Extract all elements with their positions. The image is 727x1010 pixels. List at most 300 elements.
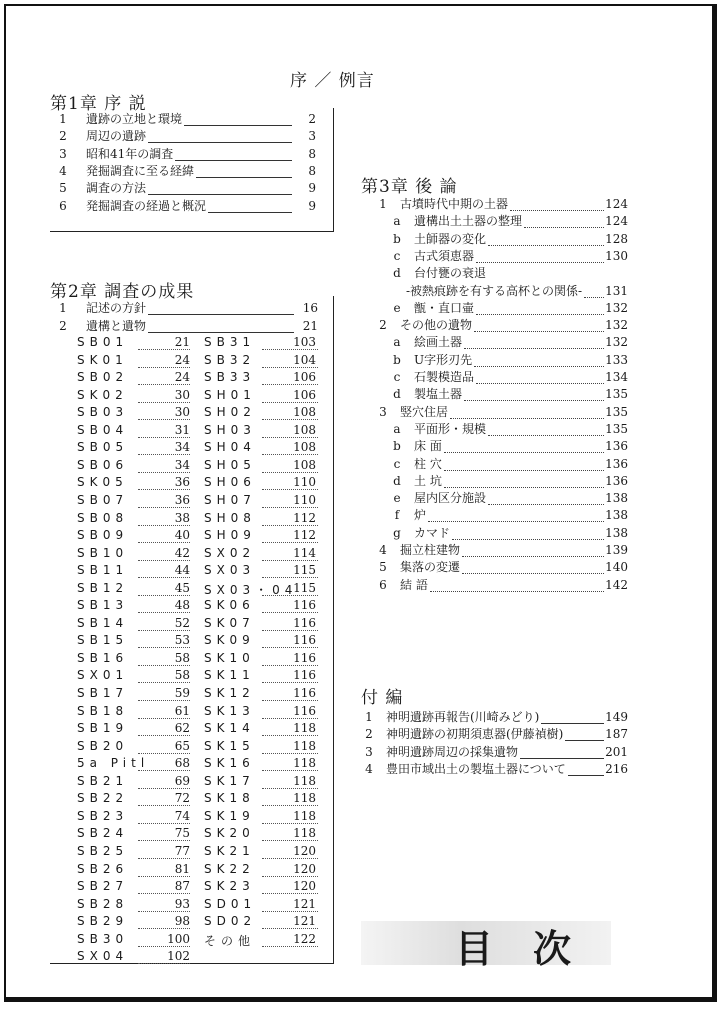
feature-leader [262,577,318,578]
feature-leader [262,489,318,490]
feature-page: 53 [174,633,190,648]
entry-leader [476,262,604,263]
feature-leader [138,911,190,912]
feature-code: SB26 [77,861,129,876]
entry-number: 3 [379,404,387,419]
feature-code: SB12 [77,580,129,595]
entry-label: 結 語 [400,577,428,592]
feature-page: 68 [174,756,190,771]
feature-page: 108 [293,440,316,455]
feature-page: 115 [293,580,316,595]
entry-leader [488,504,604,505]
entry-number: d [393,266,401,281]
feature-code: SK02 [77,387,128,402]
entry-leader [196,177,292,178]
feature-page: 103 [293,335,316,349]
feature-leader [262,472,318,473]
feature-leader [138,788,190,789]
toc-entry [362,334,628,351]
entry-page: 135 [605,387,628,402]
toc-entry [56,163,316,180]
entry-label: 遺構と遺物 [86,318,147,333]
toc-entry [56,180,316,197]
feature-leader [138,489,190,490]
entry-page: 139 [605,543,628,557]
entry-number: f [394,508,400,523]
feature-code: SB11 [77,563,129,578]
feature-page: 30 [174,405,190,420]
feature-code: SB30 [77,931,129,946]
entry-label: 遺構出土土器の整理 [414,214,523,229]
feature-page: 102 [167,949,190,964]
toc-entry [362,265,628,282]
entry-page: 136 [605,456,628,471]
entry-number: e [393,300,401,315]
entry-leader [428,521,604,522]
feature-code: 5a Pitl [77,756,150,771]
feature-page: 77 [174,843,190,858]
entry-page: 187 [605,727,628,742]
feature-code: SB03 [77,405,129,420]
feature-code: SB28 [77,896,129,911]
entry-leader [444,452,604,453]
feature-page: 93 [174,896,190,911]
feature-page: 121 [293,914,316,929]
feature-code: SB15 [77,633,129,648]
chapter3-title: 第3章 後 論 [361,177,458,197]
entry-number: 1 [379,197,387,211]
entry-number: b [393,352,401,367]
entry-number: c [393,248,401,263]
feature-page: 30 [174,387,190,402]
entry-number: 2 [365,727,373,742]
toc-entry [362,456,628,473]
toc-entry [362,300,628,317]
feature-code: SK09 [204,633,255,648]
entry-leader [541,723,604,724]
entry-leader [474,331,604,332]
feature-page: 58 [174,668,190,683]
feature-page: 120 [293,861,316,876]
feature-leader [138,595,190,596]
entry-label: その他の遺物 [400,318,473,333]
feature-code: SB21 [77,773,129,788]
feature-leader [138,770,190,771]
feature-code: SB32 [204,352,256,367]
entry-leader [148,314,294,315]
feature-leader [262,525,318,526]
feature-leader [262,700,318,701]
entry-page: 2 [308,112,316,126]
entry-leader [462,573,604,574]
feature-leader [138,560,190,561]
toc-entry [362,577,628,594]
entry-leader [444,470,604,471]
feature-page: 114 [293,545,316,560]
entry-leader [148,142,292,143]
feature-page: 48 [174,598,190,613]
feature-leader [138,928,190,929]
feature-page: 34 [174,440,190,455]
feature-page: 24 [174,370,190,385]
entry-number: d [393,387,401,402]
feature-leader [138,367,190,368]
feature-leader [262,384,318,385]
entry-number: 1 [59,112,67,126]
entry-label: 屋内区分施設 [414,491,487,506]
feature-code: SH02 [204,405,256,420]
feature-leader [138,507,190,508]
entry-page: 136 [605,473,628,488]
entry-leader [476,383,604,384]
feature-leader [138,946,190,947]
feature-code: SB04 [77,422,129,437]
entry-label: 掘立柱建物 [400,543,461,557]
feature-leader [138,630,190,631]
feature-page: 69 [174,773,190,788]
feature-page: 52 [174,615,190,630]
entry-leader [175,160,292,161]
feature-leader [262,753,318,754]
entry-leader [565,740,604,741]
feature-page: 110 [293,492,316,507]
feature-code: その他 [204,933,256,948]
entry-page: 201 [605,744,628,759]
feature-code: SB20 [77,738,129,753]
feature-code: SH06 [204,475,256,490]
entry-label: 発掘調査に至る経緯 [86,163,195,178]
entry-page: 131 [605,283,628,298]
feature-page: 112 [293,528,316,543]
toc-entry [362,248,628,265]
entry-number: 2 [59,129,67,144]
toc-entry [362,726,628,743]
feature-leader [138,419,190,420]
feature-code: SH07 [204,492,256,507]
feature-leader [138,963,190,964]
feature-leader [138,472,190,473]
entry-page: 216 [605,761,628,776]
entry-label: 台付甕の衰退 [414,266,487,281]
feature-leader [138,665,190,666]
entry-label: 豊田市域出土の製塩土器について [386,761,566,776]
entry-label: 遺跡の立地と環境 [86,112,183,126]
feature-code: SH05 [204,457,256,472]
entry-label: 絵画土器 [414,335,463,350]
feature-page: 112 [293,510,316,525]
toc-entry [362,761,628,778]
feature-code: SK23 [204,879,255,894]
toc-entry [362,404,628,421]
feature-leader [262,823,318,824]
feature-leader [138,753,190,754]
toc-entry [56,146,316,163]
feature-code: SB02 [77,370,129,385]
entry-page: 142 [605,577,628,592]
feature-leader [138,349,190,350]
feature-code: SX03・04 [204,582,298,597]
entry-label: 神明遺跡の初期須恵器(伊藤禎樹) [386,727,564,742]
feature-code: SK17 [204,773,255,788]
feature-page: 120 [293,879,316,894]
feature-leader [138,858,190,859]
entry-page: 134 [605,370,628,384]
feature-code: SB18 [77,703,129,718]
feature-code: SH03 [204,422,256,437]
feature-leader [262,682,318,683]
toc-entry [362,473,628,490]
feature-page: 81 [174,861,190,876]
feature-code: SK15 [204,738,255,753]
feature-code: SK05 [77,475,128,490]
feature-page: 108 [293,405,316,420]
toc-entry [362,559,628,576]
feature-page: 65 [174,738,190,753]
entry-label: 集落の変遷 [400,560,461,575]
entry-page: 8 [308,146,316,161]
feature-leader [262,718,318,719]
entry-leader [568,775,604,776]
feature-leader [262,454,318,455]
feature-page: 31 [174,422,190,437]
feature-code: SK07 [204,615,255,630]
entry-number: c [393,456,401,471]
feature-code: SK18 [204,791,255,806]
entry-number: g [393,525,401,540]
feature-page: 116 [293,703,316,718]
feature-page: 44 [174,563,190,578]
feature-code: SB27 [77,879,129,894]
toc-entry [362,709,628,726]
entry-page: 3 [308,129,316,144]
entry-leader [148,194,292,195]
toc-entry [362,283,628,300]
feature-page: 116 [293,650,316,665]
toc-entry [362,421,628,438]
feature-page: 75 [174,826,190,841]
toc-entry [56,128,316,145]
feature-leader [262,665,318,666]
entry-page: 133 [605,352,628,367]
entry-label: 神明遺跡再報告(川崎みどり) [386,710,540,724]
feature-leader [262,858,318,859]
toc-entry [362,542,628,559]
feature-page: 74 [174,808,190,823]
feature-page: 58 [174,650,190,665]
feature-leader [262,595,318,596]
feature-leader [262,402,318,403]
feature-code: SB07 [77,492,129,507]
feature-code: SB16 [77,650,129,665]
entry-number: b [393,231,401,246]
feature-page: 118 [293,738,316,753]
entry-page: 9 [308,198,316,213]
toc-entry [56,111,316,128]
entry-number: 3 [365,744,373,759]
feature-code: SB29 [77,914,129,929]
feature-page: 118 [293,773,316,788]
feature-code: SB10 [77,545,129,560]
entry-number: 6 [379,577,387,592]
entry-number: a [393,335,401,350]
feature-leader [262,911,318,912]
entry-leader [148,332,294,333]
entry-number: 4 [365,761,373,776]
chapter2-title: 第2章 調査の成果 [50,282,195,302]
entry-leader [474,366,604,367]
feature-code: SK10 [204,650,255,665]
feature-code: SK20 [204,826,255,841]
feature-page: 118 [293,756,316,771]
feature-leader [262,647,318,648]
feature-code: SB19 [77,721,129,736]
appendix-title: 付 編 [361,688,404,708]
feature-leader [138,735,190,736]
feature-code: SD01 [204,896,257,911]
entry-label: カマド [414,525,451,540]
entry-label: 製塩土器 [414,387,463,402]
feature-code: SX01 [77,668,129,683]
feature-code: SB08 [77,510,129,525]
feature-page: 34 [174,457,190,472]
feature-leader [138,718,190,719]
feature-page: 121 [293,896,316,911]
feature-leader [262,893,318,894]
entry-number: 1 [59,301,67,315]
feature-code: SB31 [204,335,256,349]
entry-page: 140 [605,560,628,575]
feature-leader [262,367,318,368]
entry-leader [452,539,604,540]
feature-code: SB22 [77,791,129,806]
toc-entry [362,386,628,403]
entry-page: 132 [605,318,628,333]
entry-number: 6 [59,198,67,213]
feature-leader [138,840,190,841]
feature-leader [138,542,190,543]
feature-leader [138,823,190,824]
entry-leader [450,418,604,419]
feature-leader [138,893,190,894]
feature-page: 87 [174,879,190,894]
entry-page: 8 [308,163,316,178]
entry-label: 土 坑 [414,473,442,488]
toc-entry [362,507,628,524]
feature-leader [138,805,190,806]
feature-code: SD02 [204,914,257,929]
feature-page: 36 [174,492,190,507]
entry-page: 124 [605,197,628,211]
feature-page: 115 [293,563,316,578]
toc-entry [362,352,628,369]
entry-number: e [393,491,401,506]
feature-leader [262,805,318,806]
entry-page: 149 [605,710,628,724]
entry-page: 16 [302,301,318,315]
entry-number: 2 [379,318,387,333]
feature-page: 120 [293,843,316,858]
feature-page: 42 [174,545,190,560]
entry-label: 発掘調査の経過と概況 [86,198,207,213]
toc-entry [362,490,628,507]
feature-code: SK22 [204,861,255,876]
feature-page: 21 [174,335,190,349]
entry-leader [520,758,604,759]
entry-page: 135 [605,421,628,436]
feature-page: 108 [293,457,316,472]
entry-label: 調査の方法 [86,181,147,196]
toc-entry [362,438,628,455]
entry-page: 136 [605,439,628,454]
entry-leader [488,245,604,246]
entry-number: a [393,214,401,229]
feature-leader [138,876,190,877]
feature-leader [262,437,318,438]
feature-leader [262,542,318,543]
feature-code: SX04 [77,949,129,964]
feature-page: 72 [174,791,190,806]
feature-leader [262,507,318,508]
entry-page: 135 [605,404,628,419]
feature-code: SK21 [204,843,255,858]
entry-page: 128 [605,231,628,246]
feature-leader [138,700,190,701]
feature-leader [262,419,318,420]
entry-leader [444,487,604,488]
feature-code: SB23 [77,808,129,823]
feature-page: 100 [167,931,190,946]
entry-page: 132 [605,335,628,350]
entry-leader [430,591,604,592]
feature-code: SB25 [77,843,129,858]
entry-label: 竪穴住居 [400,404,449,419]
feature-page: 110 [293,475,316,490]
toc-entry [362,369,628,386]
preface-heading: 序 ／ 例言 [290,71,375,91]
feature-leader [138,647,190,648]
feature-page: 106 [293,387,316,402]
feature-page: 116 [293,615,316,630]
toc-entry [362,196,628,213]
entry-label: 床 面 [414,439,442,454]
toc-entry [56,318,318,335]
entry-leader [464,400,604,401]
toc-entry [362,525,628,542]
feature-page: 118 [293,826,316,841]
feature-leader [138,682,190,683]
feature-leader [262,788,318,789]
entry-label: 周辺の遺跡 [86,129,147,144]
entry-label: 柱 穴 [414,456,442,471]
entry-label: 炉 [414,508,427,523]
entry-number: 3 [59,146,67,161]
mokuji-title: 目次 [455,927,612,971]
chapter1-title: 第1章 序 説 [50,94,147,114]
feature-page: 118 [293,808,316,823]
feature-leader [138,612,190,613]
feature-page: 36 [174,475,190,490]
feature-leader [138,384,190,385]
feature-code: SB05 [77,440,129,455]
feature-leader [262,840,318,841]
feature-page: 106 [293,370,316,385]
feature-code: SK01 [77,352,128,367]
entry-leader [488,435,604,436]
feature-page: 118 [293,721,316,736]
entry-leader [464,348,604,349]
toc-entry [56,198,316,215]
feature-code: SH01 [204,387,256,402]
